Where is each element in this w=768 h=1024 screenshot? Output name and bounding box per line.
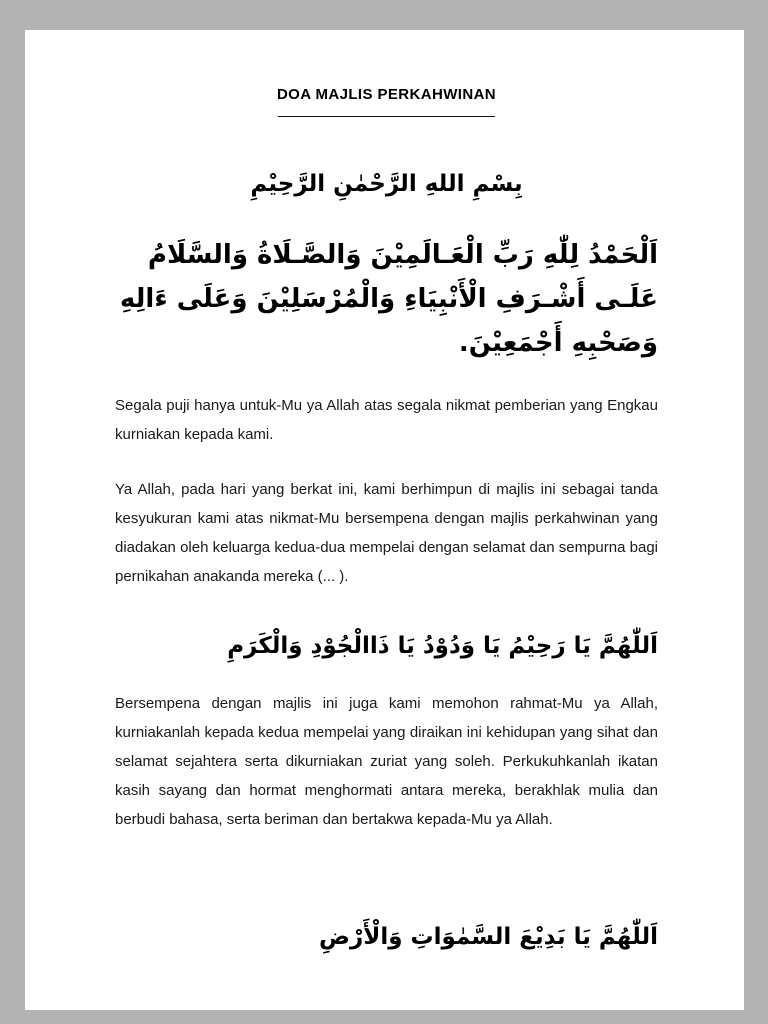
page-title: DOA MAJLIS PERKAHWINAN [276,86,497,103]
paragraph-bersempena: Bersempena dengan majlis ini juga kami memohon rahmat-Mu ya Allah, kurniakanlah kepada kedua mempelai yang diraikan ini kehidupan yang sihat dan selamat sejahtera serta dikurniakan zuriat yang soleh. Perkukuhkanlah ikatan kasih sayang dan hormat menghormati antara mereka, berakhlak mulia dan berbudi bahasa, serta beriman dan bertakwa kepada-Mu ya Allah. [115,695,658,828]
arabic-hamdalah: اَلْحَمْدُ لِلّٰهِ رَبِّ الْعَـالَمِيْنَ وَالصَّـلَاةُ وَالسَّلَامُ عَلَـى أَشْـرَفِ الْأَنْبِيَاءِ وَالْمُرْسَلِيْنَ وَعَلَى ءَالِهِ وَصَحْبِهِ أَجْمَعِيْنَ. [119,240,658,358]
arabic-dua-ya-rahim: اَللّٰهُمَّ يَا رَحِيْمُ يَا وَدُوْدُ يَا ذَاالْجُوْدِ وَالْكَرَمِ [227,633,658,659]
paragraph-ya-allah-berhimpun: Ya Allah, pada hari yang berkat ini, kami berhimpun di majlis ini sebagai tanda kesyukuran kami atas nikmat-Mu bersempena dengan majlis perkahwinan yang diadakan oleh keluarga kedua-dua mempelai dengan selamat dan sempurna bagi pernikahan anakanda mereka (... ). [115,481,658,585]
arabic-bismillah: بِسْمِ اللهِ الرَّحْمٰنِ الرَّحِيْمِ [250,171,523,197]
document-page [25,30,744,1010]
title-underline: __________________________ [278,101,495,118]
paragraph-segala-puji: Segala puji hanya untuk-Mu ya Allah atas segala nikmat pemberian yang Engkau kurniakan kepada kami. [115,397,658,443]
arabic-dua-ya-badi: اَللّٰهُمَّ يَا بَدِيْعَ السَّمٰوَاتِ وَالْأَرْضِ [319,924,658,950]
document-content [115,30,658,954]
